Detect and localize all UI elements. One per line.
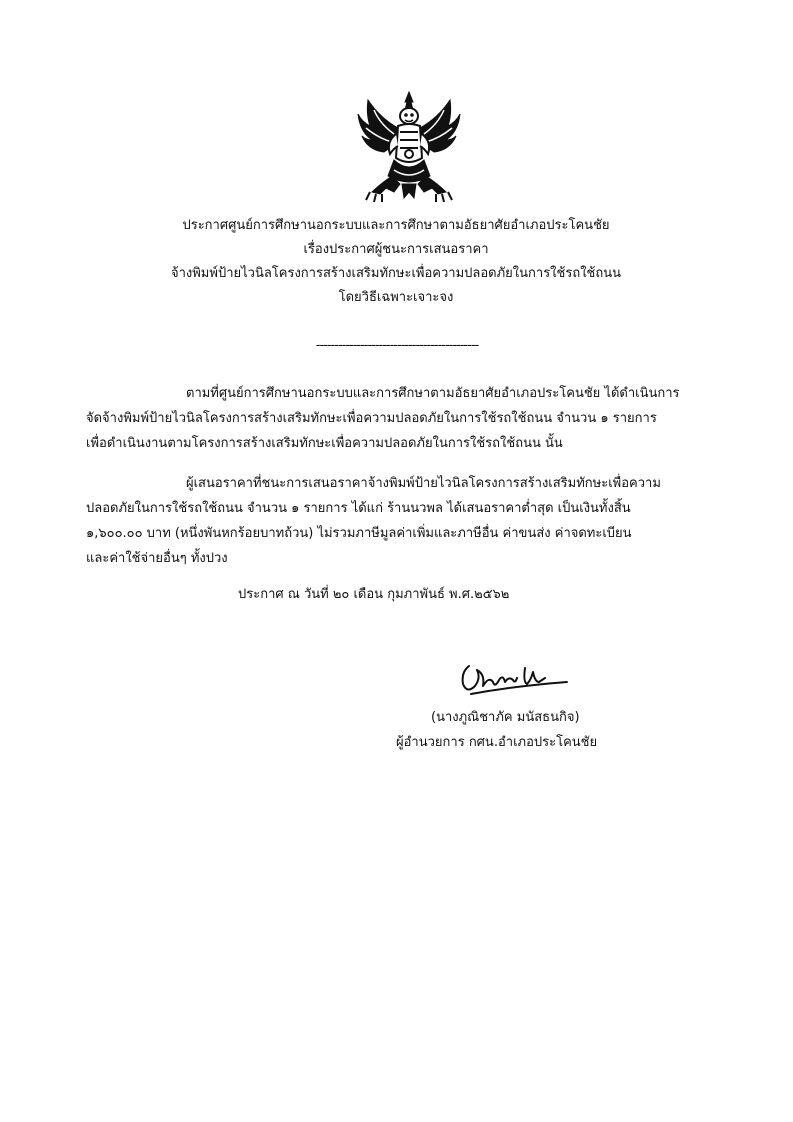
paragraph-line: ตามที่ศูนย์การศึกษานอกระบบและการศึกษาตามอัธยาศัยอำเภอประโคนชัย ได้ดำเนินการ: [186, 386, 680, 401]
handwritten-signature: [455, 652, 575, 702]
signer-block: [396, 705, 656, 755]
announcement-header: [96, 214, 696, 310]
paragraph-line: ปลอดภัยในการใช้รถใช้ถนน จำนวน ๑ รายการ ได้แก่ ร้านนวพล ได้เสนอราคาต่ำสุด เป็นเงินทั้งสิ้น: [86, 501, 631, 516]
header-title: ประกาศศูนย์การศึกษานอกระบบและการศึกษาตามอัธยาศัยอำเภอประโคนชัย: [182, 218, 610, 233]
paragraph-line: จัดจ้างพิมพ์ป้ายไวนิลโครงการสร้างเสริมทักษะเพื่อความปลอดภัยในการใช้รถใช้ถนน จำนวน ๑ รายการ: [86, 411, 657, 426]
signer-name: (นางภูณิชาภัค มนัสธนกิจ): [431, 710, 580, 725]
paragraph-line: และค่าใช้จ่ายอื่นๆ ทั้งปวง: [86, 551, 228, 566]
header-separator: --------------------------------------------: [315, 338, 479, 353]
paragraph-line: ผู้เสนอราคาที่ชนะการเสนอราคาจ้างพิมพ์ป้ายไวนิลโครงการสร้างเสริมทักษะเพื่อความ: [186, 476, 661, 491]
announcement-date: ประกาศ ณ วันที่ ๒๐ เดือน กุมภาพันธ์ พ.ศ.๒๕๖๒: [238, 587, 510, 602]
signer-position: ผู้อำนวยการ กศน.อำเภอประโคนชัย: [396, 735, 598, 750]
paragraph-line: เพื่อดำเนินงานตามโครงการสร้างเสริมทักษะเพื่อความปลอดภัยในการใช้รถใช้ถนน นั้น: [86, 436, 563, 451]
header-project: จ้างพิมพ์ป้ายไวนิลโครงการสร้างเสริมทักษะเพื่อความปลอดภัยในการใช้รถใช้ถนน: [170, 266, 622, 281]
header-subject: เรื่องประกาศผู้ชนะการเสนอราคา: [303, 242, 489, 257]
paragraph-background: [86, 381, 701, 456]
garuda-emblem: [350, 88, 468, 206]
header-method: โดยวิธีเฉพาะเจาะจง: [338, 290, 454, 305]
paragraph-winner: [86, 471, 701, 571]
paragraph-line: ๑,๖๐๐.๐๐ บาท (หนึ่งพันหกร้อยบาทถ้วน) ไม่รวมภาษีมูลค่าเพิ่มและภาษีอื่น ค่าขนส่ง ค่าจดทะเบียน: [86, 526, 632, 541]
